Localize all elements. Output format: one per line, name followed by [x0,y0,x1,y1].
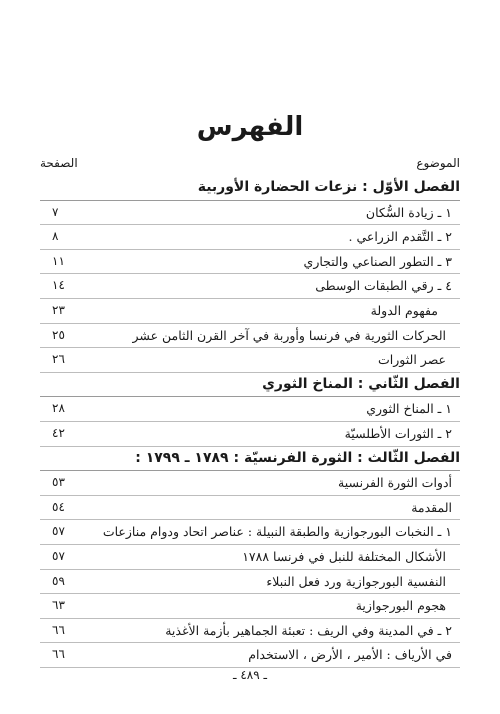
entry-page-number: ٤٢ [52,425,65,440]
chapter-title: الفصل الأوّل : نزعات الحضارة الأوربية [197,179,460,195]
entry-page-number: ٢٣ [52,302,65,317]
column-headers [40,156,460,176]
entry-page-number: ٥٧ [52,548,65,563]
entry-title: الأشكال المختلفة للنبل في فرنسا ١٧٨٨ [242,548,446,564]
entry-page-number: ٥٤ [52,499,65,514]
entry-title: مفهوم الدولة [370,302,438,318]
entry-page-number: ٨ [52,229,59,244]
entry-page-number: ٦٦ [52,622,65,637]
entry-page-number: ٥٧ [52,524,65,539]
chapter-heading [40,373,460,398]
entry-title: عصر الثورات [378,352,446,368]
entry-title: ٢ ـ في المدينة وفي الريف : تعبئة الجماهير بأزمة الأغذية [165,622,452,638]
entry-page-number: ٢٥ [52,327,65,342]
entry-title: هجوم البورجوازية [355,598,446,614]
toc-entry [40,545,460,570]
toc-entry [40,570,460,595]
chapter-title: الفصل الثّالث : الثورة الفرنسيّة : ١٧٨٩ ـ ١٧٩٩ : [135,449,460,466]
entry-page-number: ٢٦ [52,352,65,367]
entry-title: ٢ ـ الثورات الأطلسيّة [344,425,452,441]
toc-entry [40,422,460,447]
toc-entry [40,274,460,299]
entry-title: ٢ ـ التَّقدم الزراعي . [348,229,452,245]
chapter-heading [40,447,460,472]
subject-column-header: الموضوع [416,156,460,170]
toc-entry [40,348,460,373]
toc-entry [40,397,460,422]
toc-entry [40,250,460,275]
entry-page-number: ٢٨ [52,401,65,416]
entry-title: ١ ـ المناخ الثوري [366,401,452,417]
toc-entry [40,201,460,226]
page-number: ـ ٤٨٩ ـ [232,668,268,682]
toc-entry [40,496,460,521]
entry-page-number: ٦٦ [52,647,65,662]
toc-entry [40,225,460,250]
toc-entry [40,619,460,644]
toc-entry [40,594,460,619]
toc-entry [40,643,460,668]
entry-title: ٤ ـ رقي الطبقات الوسطى [315,278,452,294]
entry-title: ١ ـ زيادة السُّكان [365,204,452,220]
entry-page-number: ٥٩ [52,573,65,588]
entry-title: ١ ـ النخبات البورجوازية والطبقة النبيلة : عناصر اتحاد ودوام منازعات [102,524,452,540]
entry-title: أدوات الثورة الفرنسية [338,475,452,491]
entry-title: ٣ ـ التطور الصناعي والتجاري [303,253,452,269]
toc-entry [40,299,460,324]
chapter-heading [40,176,460,201]
toc-list [40,176,460,668]
entry-title: النفسية البورجوازية ورد فعل النبلاء [266,573,446,589]
page-title: الفهرس [196,112,304,142]
toc-entry [40,324,460,349]
toc-entry [40,471,460,496]
toc-entry [40,520,460,545]
entry-title: المقدمة [411,499,452,515]
entry-title: في الأرياف : الأمير ، الأرض ، الاستخدام [248,647,452,663]
entry-page-number: ١٤ [52,278,65,293]
entry-page-number: ٦٣ [52,598,65,613]
page-column-header: الصفحة [40,156,78,170]
entry-page-number: ٥٣ [52,475,65,490]
chapter-title: الفصل الثّاني : المناخ الثوري [262,375,460,392]
entry-page-number: ١١ [52,253,65,268]
entry-title: الحركات الثورية في فرنسا وأوربة في آخر القرن الثامن عشر [132,327,446,343]
entry-page-number: ٧ [52,204,59,219]
